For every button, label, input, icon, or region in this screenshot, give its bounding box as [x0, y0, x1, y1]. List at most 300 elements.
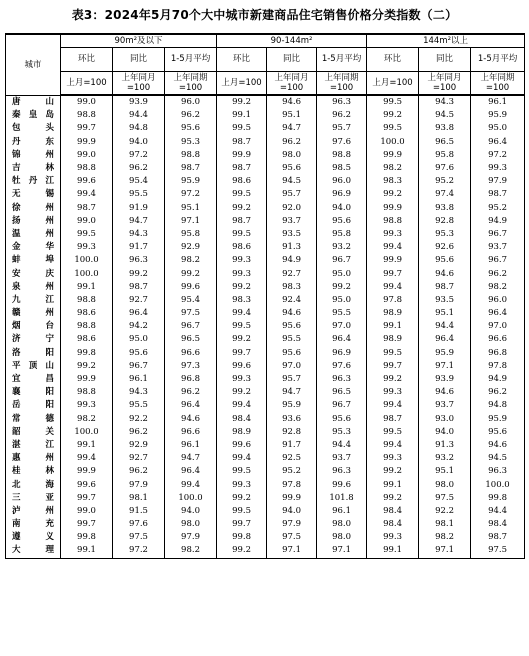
index-value-cell: 99.4: [367, 241, 419, 254]
index-value-cell: 98.0: [317, 518, 367, 531]
city-name-cell: 扬 州: [6, 215, 61, 228]
index-value-cell: 97.0: [317, 320, 367, 333]
index-value-cell: 98.8: [317, 149, 367, 162]
index-value-cell: 98.2: [419, 531, 471, 544]
index-value-cell: 94.9: [471, 373, 525, 386]
index-value-cell: 99.8: [61, 531, 113, 544]
index-value-cell: 98.4: [471, 518, 525, 531]
index-value-cell: 95.4: [113, 175, 165, 188]
index-value-cell: 94.0: [113, 136, 165, 149]
index-value-cell: 93.2: [419, 452, 471, 465]
index-value-cell: 93.9: [113, 95, 165, 109]
index-value-cell: 96.2: [165, 109, 217, 122]
index-value-cell: 99.1: [61, 439, 113, 452]
table-row: [6, 215, 525, 228]
index-value-cell: 99.1: [367, 544, 419, 558]
index-value-cell: 97.0: [471, 320, 525, 333]
table-row: [6, 413, 525, 426]
index-value-cell: 95.9: [471, 413, 525, 426]
index-value-cell: 96.4: [419, 333, 471, 346]
city-name-cell: 秦 皇 岛: [6, 109, 61, 122]
index-value-cell: 97.5: [113, 531, 165, 544]
index-value-cell: 99.3: [61, 241, 113, 254]
index-value-cell: 94.6: [419, 386, 471, 399]
table-row: [6, 399, 525, 412]
index-value-cell: 97.2: [165, 188, 217, 201]
index-value-cell: 98.7: [61, 202, 113, 215]
index-value-cell: 99.0: [61, 149, 113, 162]
base-header-mom: 上月=100: [61, 71, 113, 95]
index-value-cell: 92.2: [419, 505, 471, 518]
index-value-cell: 98.8: [61, 386, 113, 399]
group-header-large: 144m²以上: [367, 34, 525, 47]
index-value-cell: 97.9: [113, 478, 165, 491]
sub-header-yoy: 同比: [113, 47, 165, 71]
index-value-cell: 96.4: [317, 333, 367, 346]
index-value-cell: 99.3: [367, 228, 419, 241]
index-value-cell: 96.2: [317, 109, 367, 122]
index-value-cell: 97.6: [113, 518, 165, 531]
index-value-cell: 95.6: [267, 320, 317, 333]
sub-header-yoy: 同比: [267, 47, 317, 71]
index-value-cell: 94.9: [267, 254, 317, 267]
index-value-cell: 96.1: [113, 373, 165, 386]
index-value-cell: 99.5: [367, 122, 419, 135]
table-header: [6, 34, 525, 95]
index-value-cell: 96.4: [471, 307, 525, 320]
index-value-cell: 96.3: [471, 465, 525, 478]
index-value-cell: 99.9: [217, 149, 267, 162]
index-value-cell: 97.5: [471, 544, 525, 558]
index-value-cell: 94.7: [165, 452, 217, 465]
index-value-cell: 99.5: [217, 320, 267, 333]
city-name-cell: 济 宁: [6, 333, 61, 346]
index-value-cell: 99.3: [217, 267, 267, 280]
index-value-cell: 96.7: [113, 360, 165, 373]
index-value-cell: 98.7: [217, 215, 267, 228]
table-row: [6, 162, 525, 175]
index-value-cell: 94.0: [419, 426, 471, 439]
index-value-cell: 99.6: [165, 281, 217, 294]
index-value-cell: 94.0: [165, 505, 217, 518]
group-header-medium: 90-144m²: [217, 34, 367, 47]
index-value-cell: 96.5: [317, 386, 367, 399]
index-value-cell: 93.0: [419, 413, 471, 426]
index-value-cell: 97.0: [267, 360, 317, 373]
index-value-cell: 99.7: [367, 267, 419, 280]
index-value-cell: 95.5: [113, 188, 165, 201]
index-value-cell: 93.7: [471, 241, 525, 254]
index-value-cell: 99.5: [217, 505, 267, 518]
index-value-cell: 98.7: [165, 162, 217, 175]
index-value-cell: 94.4: [113, 109, 165, 122]
city-name-cell: 温 州: [6, 228, 61, 241]
index-value-cell: 97.1: [267, 544, 317, 558]
table-row: [6, 360, 525, 373]
index-value-cell: 99.2: [217, 386, 267, 399]
index-value-cell: 95.3: [165, 136, 217, 149]
table-row: [6, 294, 525, 307]
index-value-cell: 95.6: [317, 215, 367, 228]
base-header-mom: 上月=100: [367, 71, 419, 95]
city-name-cell: 大 理: [6, 544, 61, 558]
index-value-cell: 96.4: [165, 399, 217, 412]
city-name-cell: 南 充: [6, 518, 61, 531]
index-value-cell: 94.0: [317, 202, 367, 215]
index-value-cell: 98.9: [367, 307, 419, 320]
index-value-cell: 94.3: [113, 386, 165, 399]
index-value-cell: 99.9: [267, 492, 317, 505]
index-value-cell: 98.7: [367, 413, 419, 426]
index-value-cell: 99.2: [217, 333, 267, 346]
city-name-cell: 丹 东: [6, 136, 61, 149]
table-row: [6, 241, 525, 254]
group-header-small: 90m²及以下: [61, 34, 217, 47]
index-value-cell: 94.7: [267, 122, 317, 135]
index-value-cell: 98.3: [217, 294, 267, 307]
index-value-cell: 96.5: [165, 333, 217, 346]
index-value-cell: 98.8: [367, 215, 419, 228]
index-value-cell: 94.4: [317, 439, 367, 452]
index-value-cell: 99.9: [61, 136, 113, 149]
index-value-cell: 99.7: [217, 518, 267, 531]
index-value-cell: 99.1: [367, 320, 419, 333]
index-value-cell: 100.0: [165, 492, 217, 505]
index-value-cell: 98.9: [367, 333, 419, 346]
index-value-cell: 96.7: [317, 254, 367, 267]
index-value-cell: 94.3: [113, 228, 165, 241]
table-row: [6, 452, 525, 465]
city-name-cell: 金 华: [6, 241, 61, 254]
index-value-cell: 96.9: [317, 347, 367, 360]
city-name-cell: 泸 州: [6, 505, 61, 518]
index-value-cell: 94.8: [113, 122, 165, 135]
index-value-cell: 97.5: [419, 492, 471, 505]
city-name-cell: 无 锡: [6, 188, 61, 201]
table-row: [6, 228, 525, 241]
index-value-cell: 98.8: [165, 149, 217, 162]
table-title: 表3：2024年5月70个大中城市新建商品住宅销售价格分类指数（二）: [71, 8, 458, 22]
index-value-cell: 92.7: [113, 452, 165, 465]
sub-header-avg: 1-5月平均: [317, 47, 367, 71]
index-value-cell: 95.5: [113, 399, 165, 412]
index-value-cell: 94.3: [419, 95, 471, 109]
index-value-cell: 100.0: [61, 426, 113, 439]
table-row: [6, 386, 525, 399]
index-value-cell: 96.2: [165, 386, 217, 399]
index-value-cell: 98.7: [113, 281, 165, 294]
index-value-cell: 97.9: [471, 175, 525, 188]
sub-header-mom: 环比: [61, 47, 113, 71]
index-value-cell: 96.8: [165, 373, 217, 386]
city-name-cell: 襄 阳: [6, 386, 61, 399]
index-value-cell: 91.3: [267, 241, 317, 254]
index-value-cell: 99.3: [471, 162, 525, 175]
index-value-cell: 94.6: [471, 439, 525, 452]
sub-header-yoy: 同比: [419, 47, 471, 71]
index-value-cell: 93.8: [419, 122, 471, 135]
table-row: [6, 518, 525, 531]
index-value-cell: 98.6: [217, 175, 267, 188]
index-value-cell: 99.0: [61, 215, 113, 228]
city-name-cell: 洛 阳: [6, 347, 61, 360]
base-header-avg: 上年同期=100: [165, 71, 217, 95]
index-value-cell: 94.9: [471, 215, 525, 228]
index-value-cell: 99.6: [61, 478, 113, 491]
city-name-cell: 桂 林: [6, 465, 61, 478]
index-value-cell: 98.2: [471, 281, 525, 294]
index-value-cell: 93.6: [267, 413, 317, 426]
index-value-cell: 91.7: [267, 439, 317, 452]
index-value-cell: 99.5: [217, 465, 267, 478]
index-value-cell: 99.3: [217, 478, 267, 491]
index-value-cell: 99.3: [367, 386, 419, 399]
sub-header-mom: 环比: [367, 47, 419, 71]
index-value-cell: 98.0: [317, 531, 367, 544]
index-value-cell: 97.9: [165, 531, 217, 544]
index-value-cell: 99.6: [61, 175, 113, 188]
table-row: [6, 333, 525, 346]
index-value-cell: 93.2: [317, 241, 367, 254]
index-value-cell: 96.6: [165, 347, 217, 360]
index-value-cell: 97.9: [267, 518, 317, 531]
city-name-cell: 宜 昌: [6, 373, 61, 386]
base-header-avg: 上年同期=100: [317, 71, 367, 95]
index-value-cell: 99.4: [367, 281, 419, 294]
city-name-cell: 三 亚: [6, 492, 61, 505]
index-value-cell: 97.8: [367, 294, 419, 307]
table-row: [6, 109, 525, 122]
index-value-cell: 99.2: [367, 373, 419, 386]
index-value-cell: 98.2: [165, 544, 217, 558]
index-value-cell: 98.1: [419, 518, 471, 531]
table-row: [6, 492, 525, 505]
index-value-cell: 98.2: [165, 254, 217, 267]
index-value-cell: 99.2: [165, 267, 217, 280]
index-value-cell: 95.6: [419, 254, 471, 267]
index-value-cell: 99.6: [217, 439, 267, 452]
table-row: [6, 202, 525, 215]
index-value-cell: 94.0: [267, 505, 317, 518]
table-row: [6, 505, 525, 518]
index-value-cell: 95.2: [267, 465, 317, 478]
table-row: [6, 439, 525, 452]
index-value-cell: 94.4: [471, 505, 525, 518]
index-value-cell: 95.8: [165, 228, 217, 241]
index-value-cell: 92.7: [113, 294, 165, 307]
index-value-cell: 97.5: [267, 531, 317, 544]
index-value-cell: 99.6: [217, 360, 267, 373]
index-value-cell: 98.5: [317, 162, 367, 175]
index-value-cell: 94.6: [267, 307, 317, 320]
index-value-cell: 99.8: [471, 492, 525, 505]
city-name-cell: 蚌 埠: [6, 254, 61, 267]
index-value-cell: 96.2: [267, 136, 317, 149]
index-value-cell: 98.0: [419, 478, 471, 491]
table-row: [6, 373, 525, 386]
index-value-cell: 92.8: [419, 215, 471, 228]
index-value-cell: 94.5: [419, 109, 471, 122]
sub-header-avg: 1-5月平均: [165, 47, 217, 71]
index-value-cell: 96.2: [471, 267, 525, 280]
index-value-cell: 98.4: [367, 518, 419, 531]
index-value-cell: 95.0: [317, 294, 367, 307]
index-value-cell: 95.6: [267, 347, 317, 360]
index-value-cell: 95.9: [165, 175, 217, 188]
index-value-cell: 98.3: [267, 281, 317, 294]
sub-header-mom: 环比: [217, 47, 267, 71]
index-value-cell: 96.6: [471, 333, 525, 346]
index-value-cell: 95.3: [419, 228, 471, 241]
index-value-cell: 94.6: [419, 267, 471, 280]
index-value-cell: 99.0: [61, 95, 113, 109]
index-value-cell: 97.6: [419, 162, 471, 175]
index-value-cell: 99.2: [217, 202, 267, 215]
index-value-cell: 91.9: [113, 202, 165, 215]
index-value-cell: 100.0: [471, 478, 525, 491]
index-value-cell: 94.7: [267, 386, 317, 399]
index-value-cell: 92.7: [267, 267, 317, 280]
index-value-cell: 95.1: [165, 202, 217, 215]
city-name-cell: 泉 州: [6, 281, 61, 294]
city-name-cell: 岳 阳: [6, 399, 61, 412]
base-header-yoy: 上年同月=100: [113, 71, 165, 95]
index-value-cell: 98.8: [61, 294, 113, 307]
index-value-cell: 97.6: [317, 136, 367, 149]
index-value-cell: 91.5: [113, 505, 165, 518]
index-value-cell: 98.1: [113, 492, 165, 505]
index-value-cell: 99.4: [367, 399, 419, 412]
index-value-cell: 93.7: [267, 215, 317, 228]
city-name-cell: 常 德: [6, 413, 61, 426]
city-name-cell: 九 江: [6, 294, 61, 307]
index-value-cell: 99.3: [217, 254, 267, 267]
index-value-cell: 99.8: [217, 531, 267, 544]
index-value-cell: 96.1: [165, 439, 217, 452]
index-value-cell: 97.8: [267, 478, 317, 491]
index-value-cell: 97.6: [317, 360, 367, 373]
index-value-cell: 97.1: [165, 215, 217, 228]
index-value-cell: 99.2: [367, 188, 419, 201]
index-value-cell: 97.1: [419, 544, 471, 558]
table-row: [6, 465, 525, 478]
table-row: [6, 478, 525, 491]
index-value-cell: 93.7: [317, 452, 367, 465]
index-value-cell: 95.4: [165, 294, 217, 307]
index-value-cell: 95.5: [267, 333, 317, 346]
index-value-cell: 94.6: [267, 95, 317, 109]
index-value-cell: 95.6: [165, 122, 217, 135]
index-value-cell: 99.5: [367, 426, 419, 439]
city-name-cell: 包 头: [6, 122, 61, 135]
index-value-cell: 95.8: [419, 149, 471, 162]
sub-header-avg: 1-5月平均: [471, 47, 525, 71]
index-value-cell: 99.1: [217, 109, 267, 122]
index-value-cell: 98.0: [165, 518, 217, 531]
index-value-cell: 92.6: [419, 241, 471, 254]
index-value-cell: 95.0: [471, 122, 525, 135]
index-value-cell: 98.7: [217, 162, 267, 175]
table-row: [6, 95, 525, 109]
index-value-cell: 99.0: [61, 505, 113, 518]
index-value-cell: 93.5: [419, 294, 471, 307]
index-value-cell: 94.5: [267, 175, 317, 188]
index-value-cell: 98.7: [471, 188, 525, 201]
city-name-cell: 徐 州: [6, 202, 61, 215]
index-value-cell: 96.4: [471, 136, 525, 149]
price-index-table-container: [5, 33, 524, 559]
index-value-cell: 98.4: [217, 413, 267, 426]
index-value-cell: 96.3: [113, 254, 165, 267]
index-value-cell: 96.2: [113, 162, 165, 175]
index-value-cell: 99.2: [217, 492, 267, 505]
index-value-cell: 98.2: [367, 162, 419, 175]
index-value-cell: 96.3: [317, 465, 367, 478]
index-value-cell: 98.8: [61, 162, 113, 175]
index-value-cell: 96.2: [113, 426, 165, 439]
index-value-cell: 100.0: [61, 267, 113, 280]
index-value-cell: 100.0: [61, 254, 113, 267]
index-value-cell: 100.0: [367, 136, 419, 149]
index-value-cell: 99.4: [217, 452, 267, 465]
index-value-cell: 99.1: [367, 478, 419, 491]
index-value-cell: 97.4: [419, 188, 471, 201]
table-row: [6, 347, 525, 360]
index-value-cell: 95.6: [471, 426, 525, 439]
city-name-cell: 唐 山: [6, 95, 61, 109]
index-value-cell: 97.2: [113, 544, 165, 558]
index-value-cell: 99.5: [367, 347, 419, 360]
index-value-cell: 99.5: [217, 122, 267, 135]
table-row: [6, 175, 525, 188]
index-value-cell: 99.2: [113, 267, 165, 280]
index-value-cell: 98.6: [61, 307, 113, 320]
table-row: [6, 426, 525, 439]
index-value-cell: 91.3: [419, 439, 471, 452]
city-name-cell: 赣 州: [6, 307, 61, 320]
index-value-cell: 99.7: [367, 360, 419, 373]
index-value-cell: 99.4: [165, 478, 217, 491]
index-value-cell: 93.7: [419, 399, 471, 412]
index-value-cell: 92.2: [113, 413, 165, 426]
index-value-cell: 99.4: [217, 399, 267, 412]
base-header-yoy: 上年同月=100: [419, 71, 471, 95]
index-value-cell: 94.4: [419, 320, 471, 333]
index-value-cell: 94.7: [113, 215, 165, 228]
index-value-cell: 99.7: [217, 347, 267, 360]
index-value-cell: 97.1: [419, 360, 471, 373]
index-value-cell: 95.8: [317, 228, 367, 241]
index-value-cell: 98.6: [217, 241, 267, 254]
index-value-cell: 99.4: [61, 188, 113, 201]
index-value-cell: 99.4: [367, 439, 419, 452]
index-value-cell: 95.2: [419, 175, 471, 188]
city-name-cell: 锦 州: [6, 149, 61, 162]
index-value-cell: 94.5: [471, 452, 525, 465]
index-value-cell: 95.5: [317, 307, 367, 320]
index-value-cell: 96.1: [471, 95, 525, 109]
index-value-cell: 98.8: [61, 109, 113, 122]
index-value-cell: 99.2: [217, 95, 267, 109]
index-value-cell: 92.8: [267, 426, 317, 439]
index-value-cell: 99.1: [61, 544, 113, 558]
city-name-cell: 吉 林: [6, 162, 61, 175]
index-value-cell: 99.9: [367, 149, 419, 162]
index-value-cell: 99.4: [217, 307, 267, 320]
city-name-cell: 湛 江: [6, 439, 61, 452]
index-value-cell: 99.5: [61, 228, 113, 241]
index-value-cell: 95.7: [317, 122, 367, 135]
